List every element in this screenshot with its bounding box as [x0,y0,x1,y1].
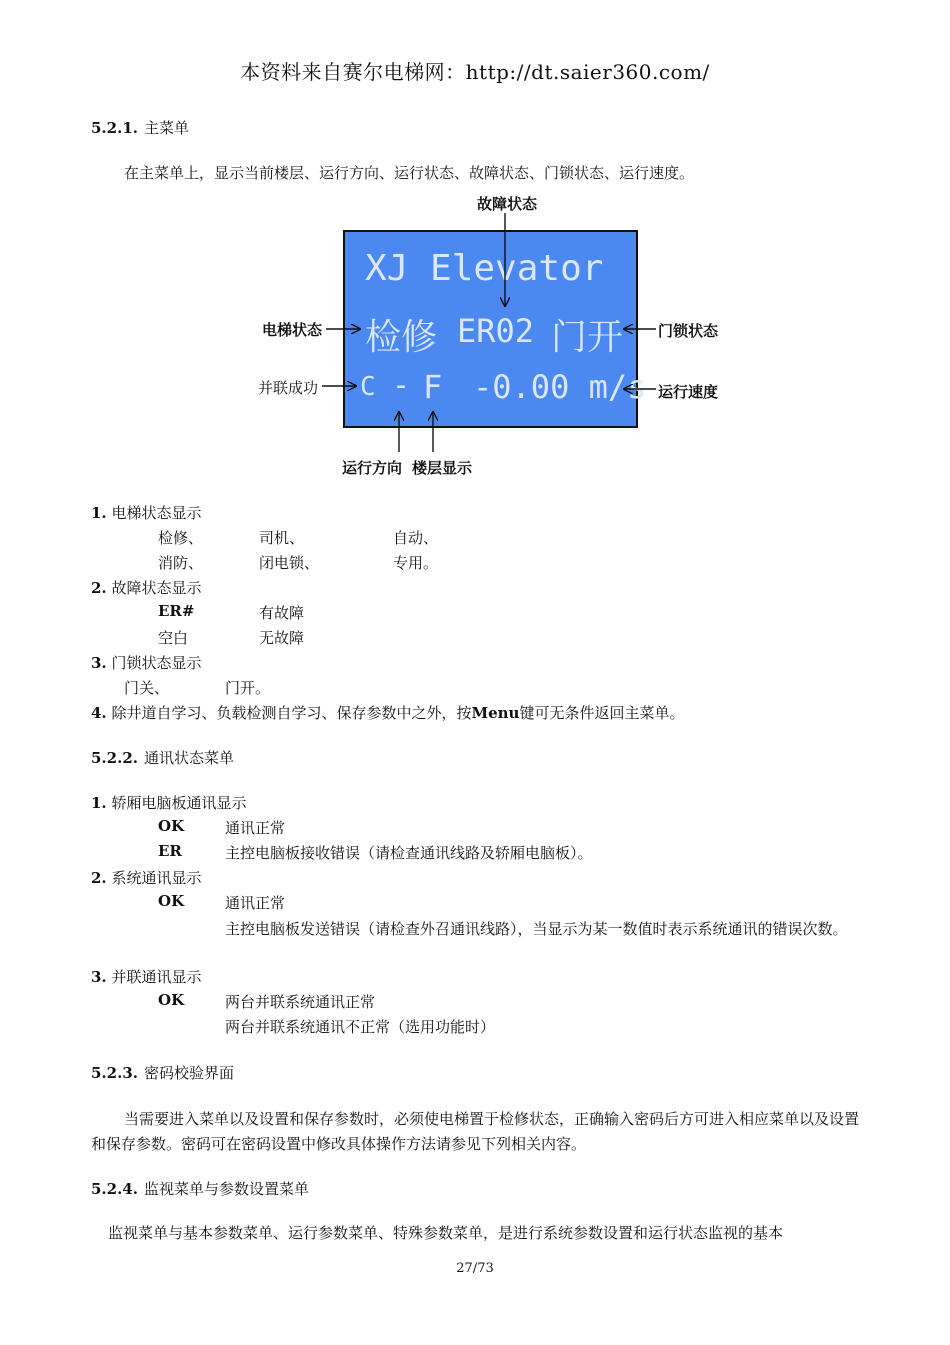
status-driver: 司机、 [259,529,305,547]
label-fault-status: 故障状态 [477,195,538,213]
list-item-menu-return: 4. 除井道自学习、负载检测自学习、保存参数中之外，按Menu键可无条件返回主菜单。 [91,704,685,722]
list-item-elevator-status: 1. 电梯状态显示 [91,504,202,522]
label-elevator-status: 电梯状态 [262,321,323,339]
comm-system: 2. 系统通讯显示 [91,869,202,887]
door-closed: 门关、 [124,679,170,697]
list-item-door-status: 3. 门锁状态显示 [91,654,202,672]
section-5-2-2-heading: 5.2.2. 通讯状态菜单 [91,749,234,767]
section-number: 5.2.1. [91,119,138,137]
password-paragraph: 当需要进入菜单以及设置和保存参数时，必须使电梯置于检修状态，正确输入密码后方可进入相应菜单以及设置和保存参数。密码可在密码设置中修改具体操作方法请参见下列相关内容。 [91,1110,860,1153]
fault-val-blank: 无故障 [259,629,305,647]
label-run-speed: 运行速度 [658,383,719,401]
comm-car-board: 1. 轿厢电脑板通讯显示 [91,794,247,812]
label-door-lock-status: 门锁状态 [658,322,719,340]
status-fire: 消防、 [158,554,204,572]
comm-system-ok-val: 通讯正常 [225,894,286,912]
lcd-error-code: ER02 [457,312,535,350]
lcd-direction: - [392,368,411,403]
comm-car-er-key: ER [158,842,182,860]
label-floor-display: 楼层显示 [412,459,473,477]
status-auto: 自动、 [393,529,439,547]
main-menu-intro: 在主菜单上，显示当前楼层、运行方向、运行状态、故障状态、门锁状态、运行速度。 [124,164,695,182]
fault-val-er: 有故障 [259,604,305,622]
comm-parallel: 3. 并联通讯显示 [91,968,202,986]
comm-parallel-ok-val: 两台并联系统通讯正常 [225,993,376,1011]
comm-parallel-er-val: 两台并联系统通讯不正常（选用功能时） [225,1018,496,1036]
comm-system-er-val: 主控电脑板发送错误（请检查外召通讯线路），当显示为某一数值时表示系统通讯的错误次数。 [225,920,848,938]
lcd-speed: -0.00 m/s [473,368,647,406]
door-open: 门开。 [225,679,271,697]
comm-car-ok-key: OK [158,817,185,835]
fault-key-er: ER# [158,602,195,620]
lcd-floor: F [423,368,443,406]
label-run-direction: 运行方向 [342,459,403,477]
label-parallel-success: 并联成功 [258,379,319,397]
comm-parallel-ok-key: OK [158,991,185,1009]
monitor-paragraph: 监视菜单与基本参数菜单、运行参数菜单、特殊参数菜单，是进行系统参数设置和运行状态监视的基本 [108,1224,784,1242]
section-5-2-4-heading: 5.2.4. 监视菜单与参数设置菜单 [91,1180,309,1198]
fault-key-blank: 空白 [158,629,189,647]
page-number: 27/73 [456,1261,494,1276]
lcd-elevator-status: 检修 [365,317,438,358]
comm-system-ok-key: OK [158,892,185,910]
lcd-title: XJ Elevator [365,248,604,289]
status-repair: 检修、 [158,529,204,547]
list-item-fault-status: 2. 故障状态显示 [91,579,202,597]
comm-car-ok-val: 通讯正常 [225,819,286,837]
status-special: 专用。 [393,554,439,572]
annotation-arrows [0,0,950,500]
lcd-parallel: C [360,372,376,402]
source-header: 本资料来自赛尔电梯网：http://dt.saier360.com/ [240,60,710,84]
comm-car-er-val: 主控电脑板接收错误（请检查通讯线路及轿厢电脑板）。 [225,844,593,862]
section-title: 主菜单 [143,119,189,137]
section-5-2-3-heading: 5.2.3. 密码校验界面 [91,1064,234,1082]
status-lock: 闭电锁、 [259,554,320,572]
lcd-door-status: 门开 [551,317,624,358]
